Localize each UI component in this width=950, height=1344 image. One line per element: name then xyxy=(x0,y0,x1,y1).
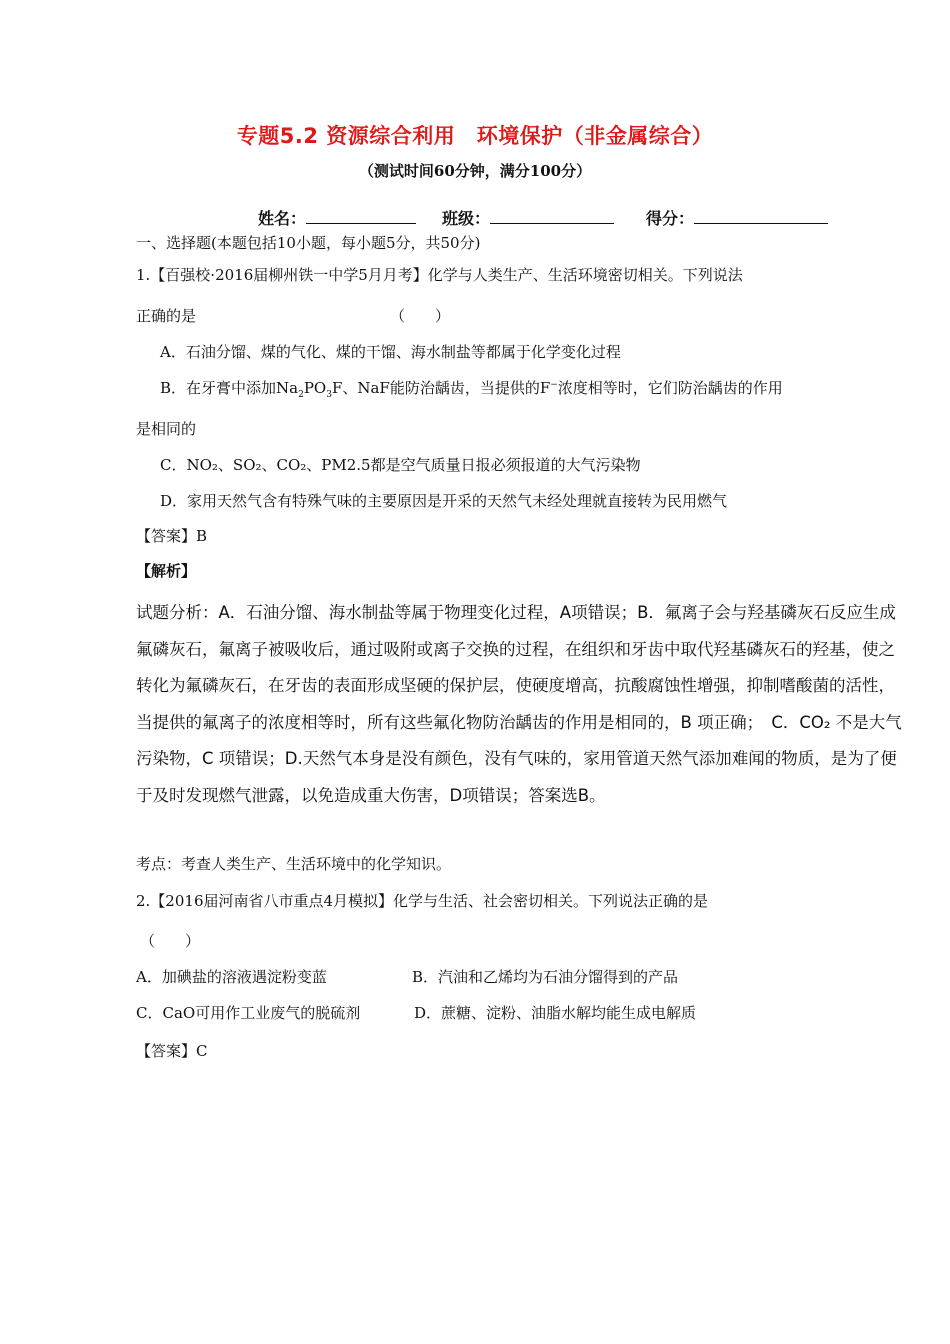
analysis-line: 试题分析：A．石油分馏、海水制盐等属于物理变化过程，A项错误；B．氟离子会与羟基磷灰石反应生成 xyxy=(136,603,896,622)
q2-stem: 2.【2016届河南省八市重点4月模拟】化学与生活、社会密切相关。下列说法正确的是 xyxy=(136,892,709,910)
q1-stem-line2: 正确的是 xyxy=(136,307,197,325)
class-field[interactable] xyxy=(442,206,614,229)
name-blank[interactable] xyxy=(306,209,416,224)
q2-option-b: B．汽油和乙烯均为石油分馏得到的产品 xyxy=(412,968,679,986)
name-label: 姓名： xyxy=(258,209,307,228)
q1-stem-line1: 1.【百强校·2016届柳州铁一中学5月月考】化学与人类生产、生活环境密切相关。下列说法 xyxy=(136,266,743,284)
class-label: 班级： xyxy=(442,209,491,228)
name-field[interactable] xyxy=(258,206,416,229)
analysis-line: 当提供的氟离子的浓度相等时，所有这些氟化物防治龋齿的作用是相同的，B 项正确； C．CO₂ 不是大气 xyxy=(136,712,902,732)
q1-option-a: A．石油分馏、煤的气化、煤的干馏、海水制盐等都属于化学变化过程 xyxy=(160,343,621,361)
score-field[interactable] xyxy=(646,206,828,229)
analysis-line: 污染物，C 项错误；D.天然气本身是没有颜色，没有气味的，家用管道天然气添加难闻的物质，是为了便 xyxy=(136,749,897,768)
q1-option-c: C．NO₂、SO₂、CO₂、PM2.5都是空气质量日报必须报道的大气污染物 xyxy=(160,456,641,474)
q2-option-a: A．加碘盐的溶液遇淀粉变蓝 xyxy=(136,968,327,986)
q1-option-b: B．在牙膏中添加$Na_2PO_3F$、NaF能防治龋齿，当提供的F−浓度相等时，它们防治龋齿的作用 xyxy=(160,379,783,400)
page-title: 专题5.2 资源综合利用 环境保护（非金属综合） xyxy=(236,124,714,148)
q1-answer: 【答案】B xyxy=(136,527,208,545)
q2-option-c: C．CaO可用作工业废气的脱硫剂 xyxy=(136,1004,361,1022)
analysis-line: 于及时发现燃气泄露，以免造成重大伤害，D项错误；答案选B。 xyxy=(136,785,606,805)
analysis-line: 氟磷灰石，氟离子被吸收后，通过吸附或离子交换的过程，在组织和牙齿中取代羟基磷灰石的羟基，使之 xyxy=(136,639,895,659)
q1-kaodian: 考点：考查人类生产、生活环境中的化学知识。 xyxy=(136,855,452,873)
q2-answer-blank: （ ） xyxy=(140,932,201,950)
class-blank[interactable] xyxy=(490,209,614,224)
q2-answer: 【答案】C xyxy=(136,1042,208,1060)
score-blank[interactable] xyxy=(694,209,828,224)
section-heading: 一、选择题(本题包括10小题，每小题5分，共50分) xyxy=(136,234,481,252)
q1-answer-blank: （ ） xyxy=(390,307,451,325)
page-subtitle: （测试时间60分钟，满分100分） xyxy=(358,162,592,180)
q1-option-d: D．家用天然气含有特殊气味的主要原因是开采的天然气未经处理就直接转为民用燃气 xyxy=(160,492,728,510)
q1-analysis xyxy=(136,595,916,814)
score-label: 得分： xyxy=(646,209,695,228)
analysis-line: 转化为氟磷灰石，在牙齿的表面形成坚硬的保护层，使硬度增高，抗酸腐蚀性增强，抑制嗜酸菌的活性， xyxy=(136,676,895,695)
q1-analysis-label: 【解析】 xyxy=(136,562,197,580)
q1-option-b-line2: 是相同的 xyxy=(136,420,197,438)
q2-option-d: D．蔗糖、淀粉、油脂水解均能生成电解质 xyxy=(414,1004,697,1022)
